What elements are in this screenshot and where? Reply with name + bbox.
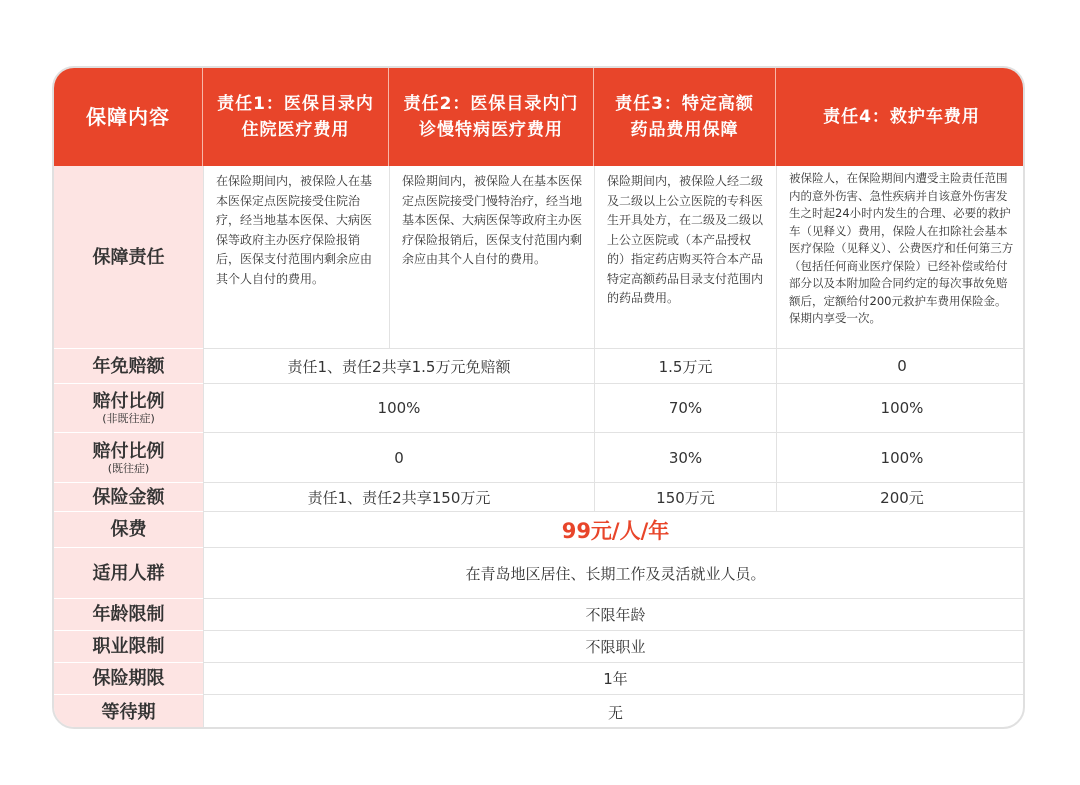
row-label-age-limit: 年龄限制 [54, 599, 203, 631]
ratio-pre-resp-4: 100% [776, 433, 1025, 483]
header-responsibility-2: 责任2：医保目录内门诊慢特病医疗费用 [389, 68, 594, 166]
coverage-desc-3: 保险期间内，被保险人经二级及二级以上公立医院的专科医生开具处方，在二级及二级以上公立医院或（本产品授权的）指定药店购买符合本产品特定高额药品目录支付范围内的药品费用。 [594, 166, 776, 349]
ratio-pre-resp-1-2: 0 [203, 433, 594, 483]
coverage-desc-4: 被保险人，在保险期间内遭受主险责任范围内的意外伤害、急性疾病并自该意外伤害发生之时起24小时内发生的合理、必要的救护车（见释义）费用，保险人在扣除社会基本医疗保险（见释义）、公费医疗和任何第三方（包括任何商业医疗保险）已经补偿或给付部分以及本附加险合同约定的每次事故免赔额后，定额给付200元救护车费用保险金。保期内享受一次。 [776, 166, 1025, 349]
header-responsibility-4: 责任4：救护车费用 [776, 68, 1025, 166]
row-label-ratio-non-preexisting: 赔付比例 (非既往症) [54, 384, 203, 433]
row-label-occupation-limit: 职业限制 [54, 631, 203, 663]
sum-insured-resp-3: 150万元 [594, 483, 776, 512]
deductible-resp-4: 0 [776, 349, 1025, 384]
row-label-premium: 保费 [54, 512, 203, 548]
row-label-insurance-period: 保险期限 [54, 663, 203, 695]
occupation-limit-value: 不限职业 [203, 631, 1025, 663]
row-label-waiting-period: 等待期 [54, 695, 203, 729]
sum-insured-resp-4: 200元 [776, 483, 1025, 512]
row-label-sum-insured: 保险金额 [54, 483, 203, 512]
ratio-non-pre-resp-3: 70% [594, 384, 776, 433]
ratio-non-pre-resp-4: 100% [776, 384, 1025, 433]
premium-value: 99元/人/年 [203, 512, 1025, 548]
insurance-period-value: 1年 [203, 663, 1025, 695]
deductible-resp-1-2: 责任1、责任2共享1.5万元免赔额 [203, 349, 594, 384]
row-label-ratio-preexisting: 赔付比例 (既往症) [54, 433, 203, 483]
header-coverage-content: 保障内容 [54, 68, 203, 166]
row-sublabel-non-preexisting: (非既往症) [102, 412, 155, 425]
coverage-desc-2: 保险期间内，被保险人在基本医保定点医院接受门慢特治疗，经当地基本医保、大病医保等政府主办医疗保险报销后，医保支付范围内剩余应由其个人自付的费用。 [389, 166, 594, 349]
insurance-coverage-table [52, 66, 1025, 729]
row-label-audience: 适用人群 [54, 548, 203, 599]
header-responsibility-3: 责任3：特定高额药品费用保障 [594, 68, 776, 166]
audience-value: 在青岛地区居住、长期工作及灵活就业人员。 [203, 548, 1025, 599]
header-responsibility-1: 责任1：医保目录内住院医疗费用 [203, 68, 389, 166]
row-label-deductible: 年免赔额 [54, 349, 203, 384]
waiting-period-value: 无 [203, 695, 1025, 729]
ratio-non-pre-resp-1-2: 100% [203, 384, 594, 433]
sum-insured-resp-1-2: 责任1、责任2共享150万元 [203, 483, 594, 512]
row-label-coverage: 保障责任 [54, 166, 203, 349]
row-sublabel-preexisting: (既往症) [107, 461, 150, 475]
coverage-desc-1: 在保险期间内，被保险人在基本医保定点医院接受住院治疗，经当地基本医保、大病医保等政府主办医疗保险报销后，医保支付范围内剩余应由其个人自付的费用。 [203, 166, 389, 349]
age-limit-value: 不限年龄 [203, 599, 1025, 631]
ratio-pre-resp-3: 30% [594, 433, 776, 483]
deductible-resp-3: 1.5万元 [594, 349, 776, 384]
